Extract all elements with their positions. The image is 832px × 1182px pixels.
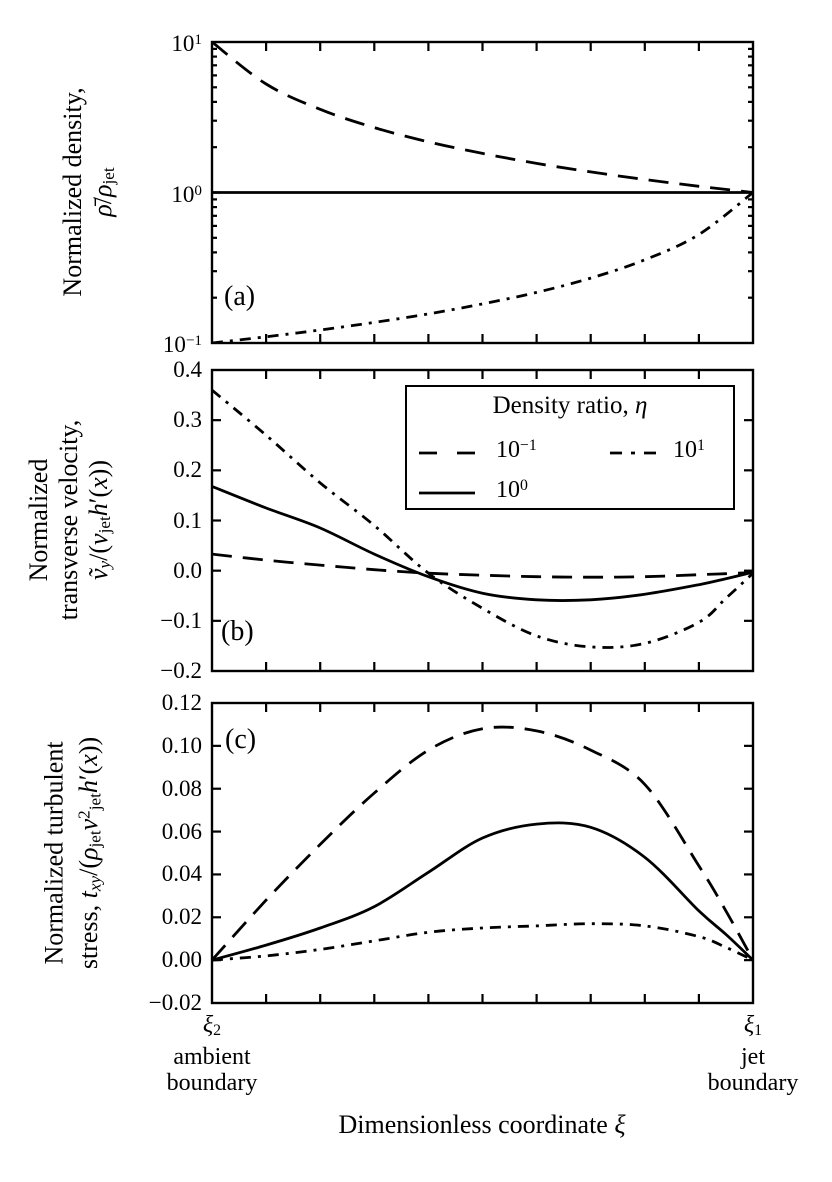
legend-label-solid: $10^0$ bbox=[496, 477, 528, 504]
x-axis-label: Dimensionless coordinate ξ bbox=[338, 1110, 626, 1139]
panel-c-ylabel bbox=[39, 737, 110, 969]
jet-boundary-line: boundary bbox=[707, 1070, 799, 1096]
y-tick-label: 0.00 bbox=[161, 947, 202, 973]
y-tick-label: 0.08 bbox=[161, 775, 202, 801]
legend-label-dashdot: $10^1$ bbox=[673, 437, 705, 464]
panel-a bbox=[212, 42, 753, 343]
y-tick-label: −0.1 bbox=[160, 607, 202, 633]
legend-sample-solid bbox=[419, 483, 475, 501]
y-tick-label: 0.4 bbox=[173, 357, 202, 382]
y-tick-label: 0.04 bbox=[161, 861, 202, 887]
x-annotation-jet-boundary bbox=[708, 1044, 799, 1096]
x-tick-label-xi1: $\xi_1$ bbox=[743, 1012, 763, 1040]
panel-a-ylabel-line2: $\rhō/\rho_{jet}$ bbox=[87, 167, 119, 217]
panel-b-ylabel-line3: $ṽ_y/(v_{jet}h'(x))$ bbox=[83, 460, 115, 580]
ambient-boundary-line: boundary bbox=[166, 1070, 258, 1096]
panel-b-tag: (b) bbox=[221, 616, 254, 647]
panel-a-tag: (a) bbox=[224, 281, 256, 312]
curve-dashdot-panel-c bbox=[212, 924, 753, 960]
panel-c-tag: (c) bbox=[225, 724, 257, 755]
y-tick-label: 0.0 bbox=[173, 557, 202, 583]
panel-c-ylabel-line1: Normalized turbulent bbox=[39, 741, 69, 965]
legend-sample-dashed bbox=[419, 443, 475, 461]
legend-box bbox=[405, 385, 735, 510]
x-tick-label-xi2: $\xi_2$ bbox=[202, 1012, 222, 1040]
y-tick-label: $10^0$ bbox=[171, 181, 202, 207]
x-annotation-ambient-boundary bbox=[167, 1044, 258, 1096]
curve-dashed-panel-a bbox=[212, 42, 753, 193]
y-tick-label: $10^{-1}$ bbox=[162, 331, 202, 357]
y-tick-label: 0.1 bbox=[173, 507, 202, 533]
panel-c-frame bbox=[212, 703, 753, 1003]
y-tick-label: −0.2 bbox=[160, 658, 202, 683]
y-tick-label: 0.10 bbox=[161, 732, 202, 758]
curve-dashed-panel-c bbox=[212, 724, 753, 960]
panel-c bbox=[212, 703, 753, 1003]
y-tick-label: $10^1$ bbox=[171, 30, 202, 56]
y-tick-label: 0.2 bbox=[173, 457, 202, 483]
legend-title: Density ratio, η bbox=[492, 392, 648, 419]
legend-sample-dashdot bbox=[610, 443, 664, 461]
ambient-line: ambient bbox=[173, 1044, 251, 1070]
curve-dashdot-panel-a bbox=[212, 193, 753, 344]
panel-a-ylabel-line1: Normalized density, bbox=[57, 87, 87, 297]
y-tick-label: 0.02 bbox=[161, 904, 202, 930]
curve-dashed-panel-b bbox=[212, 554, 753, 577]
y-tick-label: 0.06 bbox=[161, 818, 202, 844]
curve-solid-panel-c bbox=[212, 823, 753, 960]
panel-b-ylabel-line1: Normalized bbox=[23, 458, 53, 582]
panel-b-ylabel-line2: transverse velocity, bbox=[53, 419, 83, 621]
panel-c-ylabel-line2: stress, $t_{xy}/(\rho_{jet}v^2_{jet}h'(x))$ bbox=[74, 736, 105, 970]
panel-b-ylabel bbox=[24, 420, 120, 620]
jet-line: jet bbox=[741, 1044, 765, 1070]
y-tick-label: 0.3 bbox=[173, 407, 202, 433]
legend-label-dashed: $10^{-1}$ bbox=[496, 437, 537, 464]
y-tick-label: 0.12 bbox=[161, 690, 202, 715]
y-tick-label: −0.02 bbox=[148, 990, 202, 1015]
